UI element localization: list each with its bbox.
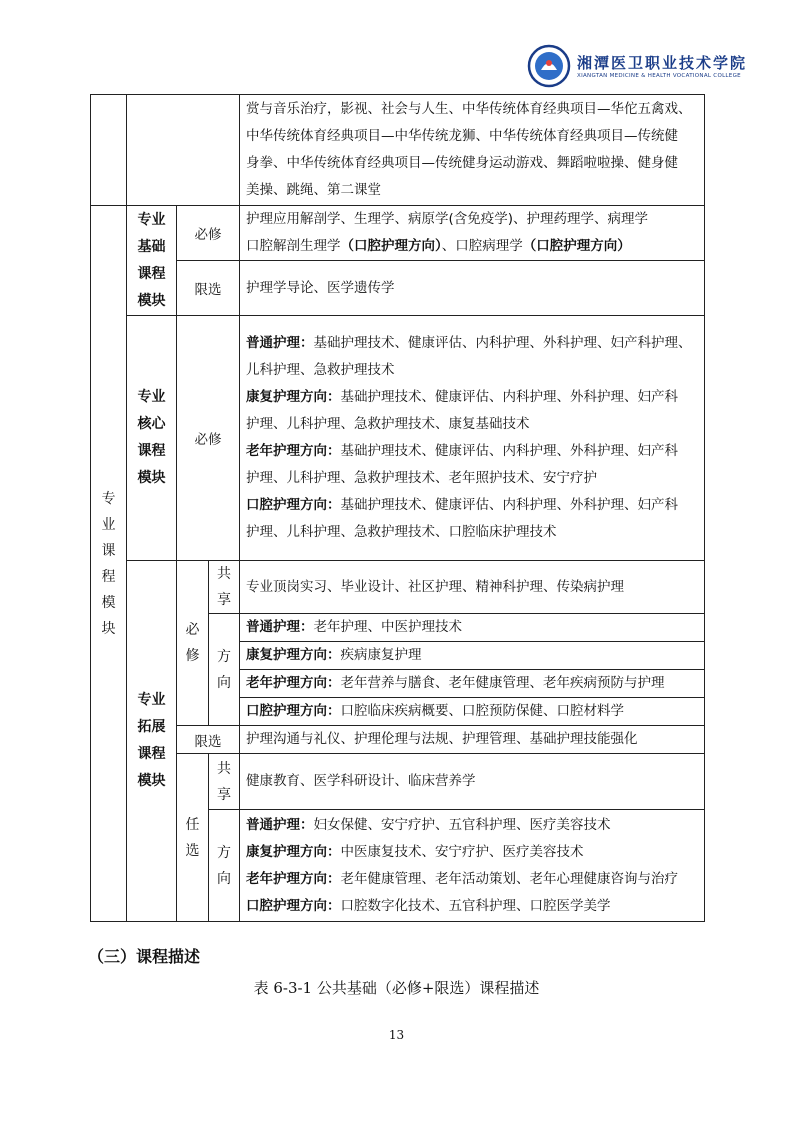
college-logo xyxy=(525,42,748,92)
core-required-courses: 普通护理：基础护理技术、健康评估、内科护理、外科护理、妇产科护理、 儿科护理、急救护理技术 康复护理方向：基础护理技术、健康评估、内科护理、外科护理、妇产科 护理、儿科护理、急救护理技术、康复基础技术 老年护理方向：基础护理技术、健康评估、内科护理、外科护理、妇产科 护理、儿科护理、急救护理技术、老年照护技术、安宁疗护 口腔护理方向：基础护理技术、健康评估、内科护理、外科护理、妇产科 护理、儿科护理、急救护理技术、口腔临床护理技术 xyxy=(240,316,705,561)
college-emblem-icon xyxy=(527,44,571,88)
curriculum-table xyxy=(90,94,705,922)
extension-limited-courses: 护理沟通与礼仪、护理伦理与法规、护理管理、基础护理技能强化 xyxy=(240,726,705,754)
professional-course-module-label: 专 业 课 程 模 块 xyxy=(91,206,127,922)
extension-optional-label: 任 选 xyxy=(177,754,209,922)
public-course-continuation: 赏与音乐治疗，影视、社会与人生、中华传统体育经典项目—华佗五禽戏、 中华传统体育经典项目—中华传统龙狮、中华传统体育经典项目—传统健 身拳、中华传统体育经典项目—传统健身运动游戏、舞蹈啦啦操、健身健 美操、跳绳、第二课堂 xyxy=(240,95,705,206)
foundation-required-courses: 护理应用解剖学、生理学、病原学(含免疫学)、护理药理学、病理学 口腔解剖生理学（口腔护理方向）、口腔病理学（口腔护理方向） xyxy=(240,206,705,261)
foundation-elective-courses: 护理学导论、医学遗传学 xyxy=(240,261,705,316)
extension-optional-direction-label: 方 向 xyxy=(209,810,240,922)
extension-required-direction-row: 普通护理：老年护理、中医护理技术 xyxy=(240,614,705,642)
page-number: 13 xyxy=(388,1028,405,1042)
extension-required-label: 必 修 xyxy=(177,561,209,726)
extension-required-direction-row: 老年护理方向：老年营养与膳食、老年健康管理、老年疾病预防与护理 xyxy=(240,670,705,698)
extension-required-shared-courses: 专业顶岗实习、毕业设计、社区护理、精神科护理、传染病护理 xyxy=(240,561,705,614)
extension-optional-shared-label: 共 享 xyxy=(209,754,240,810)
extension-required-direction-row: 康复护理方向：疾病康复护理 xyxy=(240,642,705,670)
extension-optional-direction-courses: 普通护理：妇女保健、安宁疗护、五官科护理、医疗美容技术 康复护理方向：中医康复技术、安宁疗护、医疗美容技术 老年护理方向：老年健康管理、老年活动策划、老年心理健康咨询与治疗 口腔护理方向：口腔数字化技术、五官科护理、口腔医学美学 xyxy=(240,810,705,922)
foundation-module-label: 专业 基础 课程 模块 xyxy=(127,206,177,316)
core-required-label: 必修 xyxy=(177,316,240,561)
extension-required-direction-row: 口腔护理方向：口腔临床疾病概要、口腔预防保健、口腔材料学 xyxy=(240,698,705,726)
table-caption: 表 6-3-1 公共基础（必修+限选）课程描述 xyxy=(253,979,540,997)
empty-cell xyxy=(91,95,127,206)
foundation-required-label: 必修 xyxy=(177,206,240,261)
extension-module-label: 专业 拓展 课程 模块 xyxy=(127,561,177,922)
logo-subtitle: XIANGTAN MEDICINE & HEALTH VOCATIONAL COLLEGE xyxy=(577,73,741,79)
extension-optional-shared-courses: 健康教育、医学科研设计、临床营养学 xyxy=(240,754,705,810)
core-module-label: 专业 核心 课程 模块 xyxy=(127,316,177,561)
extension-required-direction-label: 方 向 xyxy=(209,614,240,726)
extension-required-shared-label: 共 享 xyxy=(209,561,240,614)
extension-limited-label: 限选 xyxy=(177,726,240,754)
foundation-elective-label: 限选 xyxy=(177,261,240,316)
empty-cell xyxy=(127,95,240,206)
logo-title: 湘潭医卫职业技术学院 xyxy=(577,54,748,72)
section-title: （三）课程描述 xyxy=(88,947,201,966)
